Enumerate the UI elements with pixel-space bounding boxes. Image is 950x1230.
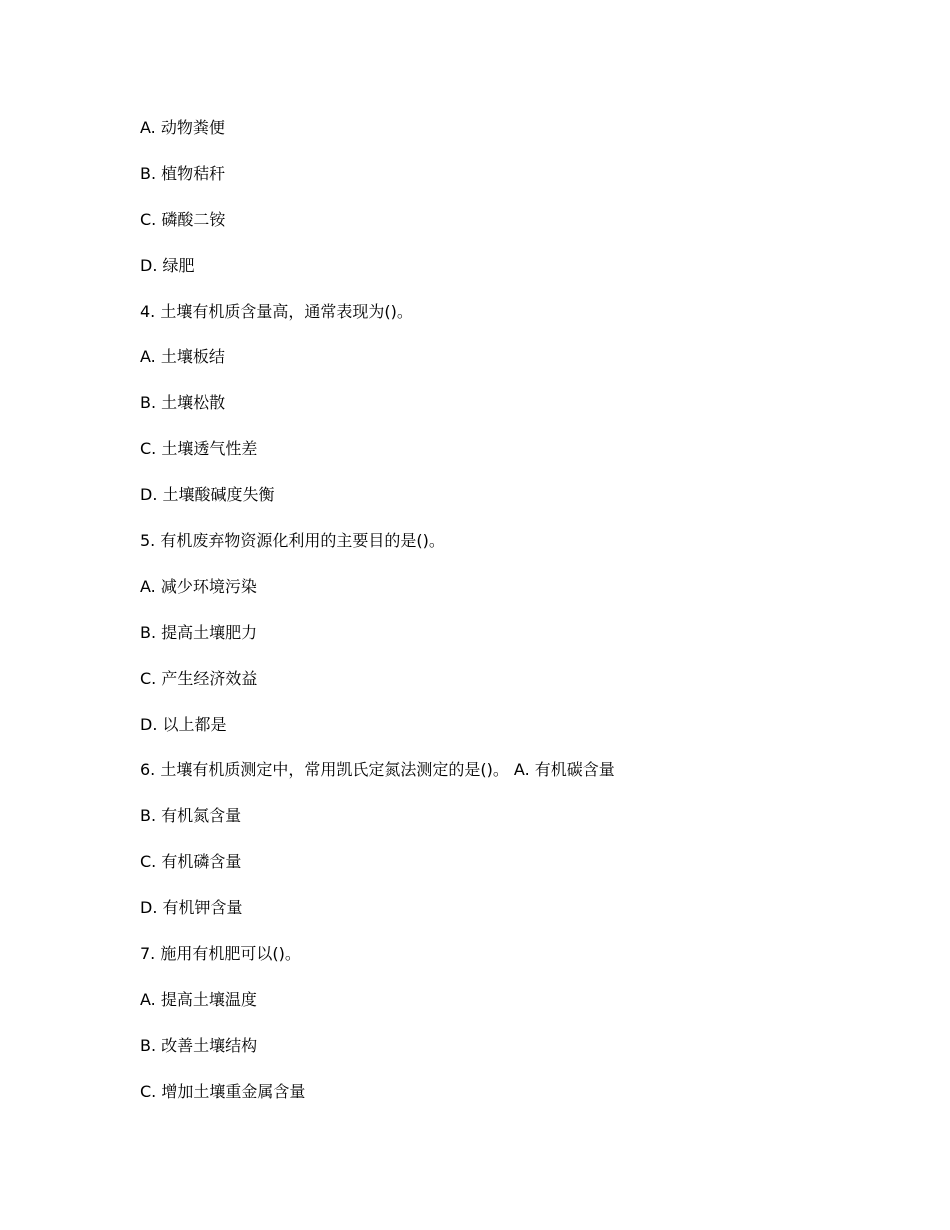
option-b-q7: B. 改善土壤结构 [140, 1035, 258, 1055]
option-d-q4: D. 土壤酸碱度失衡 [140, 485, 275, 505]
option-c-q7: C. 增加土壤重金属含量 [140, 1081, 306, 1101]
option-a-q3: A. 动物粪便 [140, 118, 225, 137]
document-body [140, 117, 900, 1127]
option-a-q4: A. 土壤板结 [140, 347, 225, 367]
option-c-q3: C. 磷酸二铵 [140, 209, 226, 229]
question-4: 4. 土壤有机质含量高，通常表现为()。 [140, 301, 413, 321]
option-c-q6: C. 有机磷含量 [140, 852, 242, 872]
option-b-q6: B. 有机氮含量 [140, 806, 242, 826]
option-c-q5: C. 产生经济效益 [140, 668, 258, 688]
question-6: 6. 土壤有机质测定中，常用凯氏定氮法测定的是()。 A. 有机碳含量 [140, 760, 615, 780]
option-d-q5: D. 以上都是 [140, 714, 227, 734]
option-c-q4: C. 土壤透气性差 [140, 439, 258, 459]
option-a-q5: A. 减少环境污染 [140, 576, 257, 596]
option-b-q5: B. 提高土壤肥力 [140, 622, 258, 642]
option-a-q7: A. 提高土壤温度 [140, 989, 257, 1009]
option-d-q3: D. 绿肥 [140, 255, 195, 275]
question-5: 5. 有机废弃物资源化利用的主要目的是()。 [140, 531, 445, 551]
option-b-q3: B. 植物秸秆 [140, 163, 226, 183]
question-7: 7. 施用有机肥可以()。 [140, 944, 301, 964]
option-d-q6: D. 有机钾含量 [140, 898, 243, 918]
option-b-q4: B. 土壤松散 [140, 393, 226, 413]
